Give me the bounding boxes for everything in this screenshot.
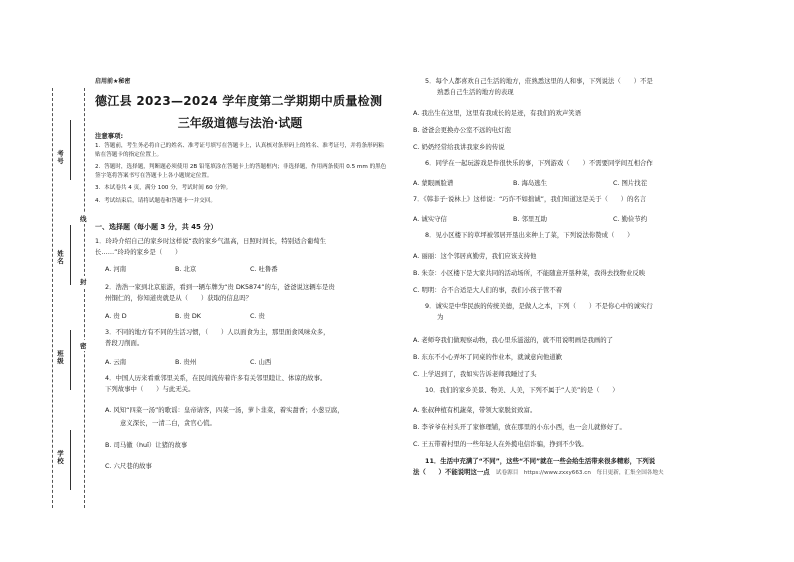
option-c[interactable]: C. 吐鲁番 (250, 265, 278, 273)
notice-item: 2．答题时，选择题，判断题必须使用 2B 铅笔填涂在答题卡上的答题框内；非选择题，作用两条使用 0.5 mm 的黑色签字笔将答案书写在答题卡上各小题规定位置。 (95, 164, 387, 179)
option-a[interactable]: A. 风知“四菜一汤”的歌谣：皇帝请客，四菜一汤，萝卜韭菜，着实甜香；小葱豆腐， (105, 406, 344, 414)
question-stem: 11．生活中充满了“不同”，这些“不同”就在一些会给生活带来很多精彩，下列说 (425, 457, 656, 465)
notice-heading: 注意事项: (95, 132, 124, 140)
option-a[interactable]: A. 蒙眼画脸谱 (413, 179, 454, 187)
answer-line (70, 120, 72, 180)
option-a[interactable]: A. 贵 D (105, 312, 127, 320)
notice-item: 3．本试卷共 4 页，满分 100 分，考试时间 60 分钟。 (95, 185, 232, 191)
question-stem: 5．每个人都喜欢自己生活的地方，莊熟悉这里的人和事，下列说法（ ）不是 (425, 77, 653, 85)
seal-mark: 封 (80, 278, 87, 286)
option-a[interactable]: A. 云南 (105, 358, 127, 366)
binding-margin (0, 0, 90, 562)
question-11 (425, 456, 655, 467)
option-b[interactable]: B. 海岛逃生 (513, 179, 548, 187)
question-1 (95, 236, 326, 258)
option-a[interactable]: A. 老师夸我们做观察动物，我心里乐滋滋的，就不用说明画是我画的了 (413, 336, 614, 344)
option-c[interactable]: C. 明明：合不合适是大人们的事，我们小孩子管不着 (413, 286, 563, 294)
question-4 (105, 373, 326, 395)
notice-item: 1．答题前，考生务必将自己的姓名、准考证号填写在答题卡上，认真核对条形码上的姓名、准考证号，并将条形码粘贴在答题卡的指定位置上。 (95, 143, 384, 158)
question-stem: 熟悉自己生活的地方的表现 (437, 87, 514, 96)
seal-mark: 线 (80, 215, 87, 223)
question-stem: 为 (437, 312, 444, 321)
question-7 (413, 194, 646, 205)
option-b[interactable]: B. 朱奈：小区楼下是大家共同的活动场所，不能随意开垦种菜，我得去找物业反映 (413, 269, 646, 277)
option-b[interactable]: B. 贵州 (175, 358, 197, 366)
question-stem: 2．浩浩一家到北京旅游，看到一辆车牌为“贵 DK5874”的车，爸爸说这辆车是贵 (105, 283, 335, 291)
question-9 (425, 301, 653, 323)
option-a[interactable]: A. 诚实守信 (413, 215, 447, 223)
question-2 (105, 282, 335, 304)
option-a[interactable]: A. 丽丽：这个邻居真勤劳，我们应该支持他 (413, 252, 537, 260)
option-b[interactable]: B. 邻里互助 (513, 215, 548, 223)
answer-line (70, 225, 72, 285)
question-stem: 10．我们的家乡美景、物美、人美，下列不属于“人美”的是（ ） (425, 386, 619, 394)
option-a-cont: 意义深长，一清二白，贪官心慌。 (120, 419, 216, 427)
question-8 (425, 230, 634, 241)
exam-subtitle: 三年级道德与法治·试题 (177, 116, 303, 130)
answer-line (70, 330, 72, 390)
binding-cut-line (52, 88, 53, 508)
exam-title: 德江县 2023—2024 学年度第二学期期中质量检测 (95, 94, 383, 108)
answer-line (70, 430, 72, 490)
question-stem: 长……”玲玲的家乡是（ ） (95, 247, 182, 256)
field-school: 学校 (56, 450, 64, 465)
seal-mark: 密 (80, 342, 87, 350)
question-stem: 7．《韩非子·说林上》这样说：“巧诈不如拙诚”，我们知道这是关于（ ）的名言 (413, 195, 647, 203)
option-b[interactable]: B. 北京 (175, 265, 197, 273)
secret-label: 启用前★秘密 (95, 78, 131, 85)
question-stem: 4．中国人历来看重邻里关系，在民间流传着许多有关邻里睦让、体谅的故事。 (105, 374, 327, 382)
option-c[interactable]: C. 图片找茬 (613, 179, 648, 187)
option-c[interactable]: C. 山西 (250, 358, 272, 366)
option-b[interactable]: B. 爸爸会更换办公室不远的电灯泡 (413, 126, 511, 134)
option-a[interactable]: A. 我出生在这里，这里有我成长的足迹，有我们的欢声笑语 (413, 109, 582, 117)
option-b[interactable]: B. 李爷爷在村头开了家修理铺，放在那里的小东小西，也一会儿就修好了。 (413, 423, 626, 431)
question-stem: 1．玲玲介绍自己的家乡时这样说“我的家乡气温高，日照时间长，特别适合葡萄生 (95, 237, 327, 245)
option-c[interactable]: C. 贵 (250, 312, 265, 320)
field-name: 姓名 (56, 250, 64, 265)
option-c[interactable]: C. 六尺巷的故事 (105, 462, 152, 470)
question-10 (425, 385, 619, 396)
option-b[interactable]: B. 东东不小心弄坏了同桌的作业本，就诚意向他道歉 (413, 353, 563, 361)
question-stem: 法（ ）不能说明这一点 (413, 468, 490, 476)
section-heading: 一、选择题（每小题 3 分，共 45 分） (95, 223, 218, 231)
watermark-text: 试卷源目 https://www.zxxy663.cn 每日更新，汇集全国各地夫 (495, 470, 664, 476)
question-stem: 下列故事中（ ）与此无关。 (105, 384, 195, 393)
question-stem: 州铜仁的，你知道贵就是从（ ）获取的信息吗？ (105, 293, 252, 302)
option-c[interactable]: C. 奶奶经常给我讲我家乡的传说 (413, 143, 505, 151)
option-c[interactable]: C. 王五带着村里的一些年轻人在外揽电信诈骗，挣到不少钱。 (413, 440, 588, 448)
question-3 (105, 327, 330, 349)
question-stem: 普段刀削面。 (105, 338, 144, 347)
question-11-cont (413, 467, 664, 479)
question-stem: 9．诚实是中华民族的传统美德，是做人之本，下列（ ）不是你心中的诚实行 (425, 302, 653, 310)
notice-item: 4．考试结束后，请将试题卷和答题卡一并交回。 (95, 198, 217, 204)
question-stem: 8．见小区楼下的草坪被邻居开垦出来种上了菜，下列说法你赞成（ ） (425, 231, 634, 239)
question-6 (425, 158, 653, 169)
option-c[interactable]: C. 上学迟到了，我如实告诉老师我睡过了头 (413, 370, 537, 378)
option-b[interactable]: B. 贵 DK (175, 312, 201, 320)
field-class: 班级 (56, 350, 64, 365)
option-a[interactable]: A. 河南 (105, 265, 127, 273)
field-exam-number: 考号 (56, 150, 64, 165)
option-b[interactable]: B. 司马徽（huī）让猪的故事 (105, 441, 188, 449)
option-a[interactable]: A. 张叔种植有机蔬菜，带领大家脱贫致富。 (413, 406, 537, 414)
question-stem: 3．不同的地方有不同的生活习惯，（ ）人以面食为主，那里面食风味众多， (105, 328, 330, 336)
question-stem: 6．同学在一起玩游戏是件很快乐的事，下列游戏（ ）不需要同学间互相合作 (425, 159, 653, 167)
question-5 (425, 76, 653, 98)
binding-seal-line (84, 88, 85, 508)
option-c[interactable]: C. 勤俭节约 (613, 215, 648, 223)
